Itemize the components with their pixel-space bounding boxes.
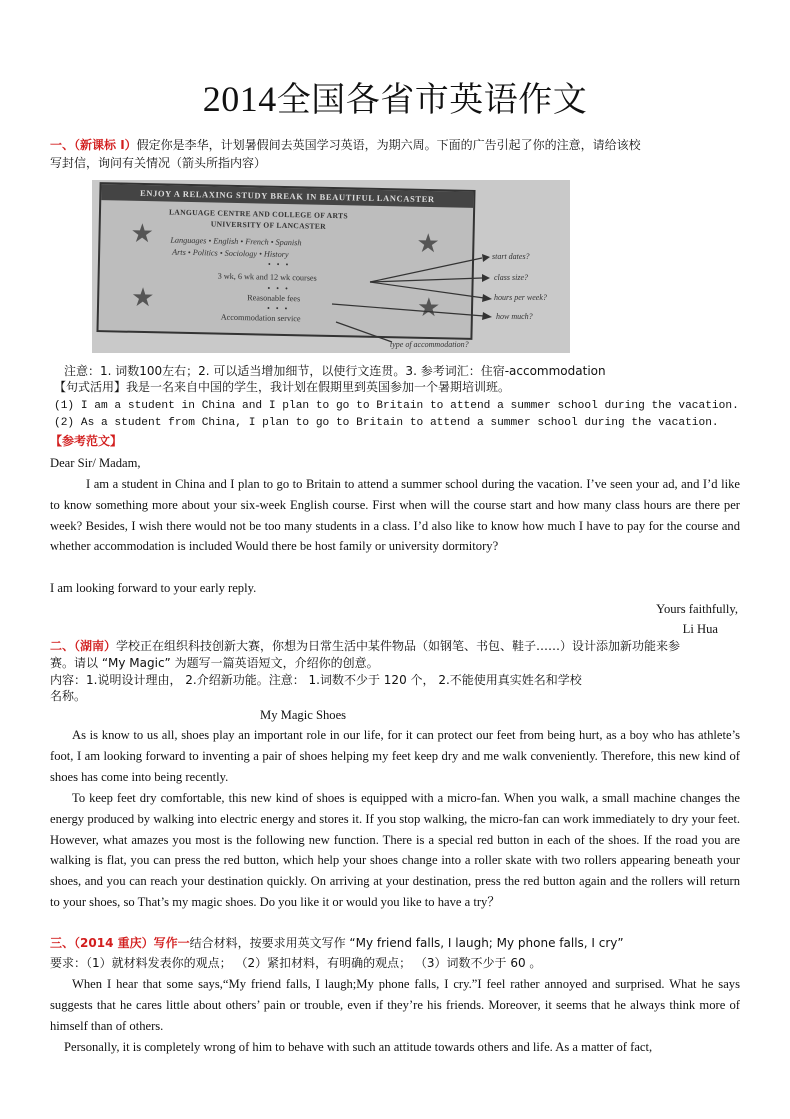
letter-closing: I am looking forward to your early reply. xyxy=(50,581,257,595)
letter-signature: Li Hua xyxy=(682,622,718,636)
ad-question-class: class size? xyxy=(494,273,528,282)
section1-prompt-line1 xyxy=(50,137,740,153)
title-year: 2014 xyxy=(202,79,277,119)
ad-org1: LANGUAGE CENTRE AND COLLEGE OF ARTS xyxy=(168,207,349,221)
ad-header: ENJOY A RELAXING STUDY BREAK IN BEAUTIFUL LANCASTER xyxy=(101,184,473,208)
ad-question-type: type of accommodation? xyxy=(390,340,469,349)
section2-number: 二、 xyxy=(50,639,75,653)
pattern-line xyxy=(54,379,744,395)
section2-prompt-text: 学校正在组织科技创新大赛，你想为日常生活中某件物品（如钢笔、书包、鞋子……）设计添加新功能来参 xyxy=(116,639,681,653)
page-title xyxy=(0,72,790,121)
section3-prompt-line1 xyxy=(50,935,740,951)
section1-prompt-line2: 写封信，询问有关情况（箭头所指内容） xyxy=(50,156,267,170)
section3-tag: （2014 重庆）写作一 xyxy=(74,936,190,950)
essay-title: My Magic Shoes xyxy=(260,708,347,722)
pattern-sentence-2: (2) As a student from China, I plan to go to Britain to attend a summer school during the vacation. xyxy=(54,417,719,429)
letter-sign-off: Yours faithfully, xyxy=(656,602,738,616)
section2-content-line1: 内容：1.说明设计理由， 2.介绍新功能。注意： 1.词数不少于 120 个， 2.不能使用真实姓名和学校 xyxy=(50,673,582,687)
section1-notes: 注意：1. 词数100左右；2. 可以适当增加细节，以使行文连贯。3. 参考词汇：住宿-accommodation xyxy=(64,364,606,378)
advertisement-image xyxy=(92,180,570,353)
section2-prompt-line2: 赛。请以 “My Magic” 为题写一篇英语短文，介绍你的创意。 xyxy=(50,656,379,670)
letter-greeting: Dear Sir/ Madam, xyxy=(50,456,141,470)
star-icon: ★ xyxy=(130,218,155,249)
section3-prompt-text: 结合材料，按要求用英文写作 “My friend falls, I laugh; My phone falls, I cry” xyxy=(189,936,624,950)
ad-dots-3: • • • xyxy=(266,303,290,314)
section2-tag: （湖南） xyxy=(74,639,117,653)
section3-number: 三、 xyxy=(50,936,75,950)
ad-question-start: start dates? xyxy=(492,252,530,261)
section1-tag: （新课标 I） xyxy=(74,138,137,152)
ad-courses: 3 wk, 6 wk and 12 wk courses xyxy=(217,271,317,283)
ad-accommodation: Accommodation service xyxy=(220,312,301,324)
section2-paragraph-2: To keep feet dry comfortable, this new kind of shoes is equipped with a micro-fan. When you walk, a small machine changes the energy produced by walking into electric energy and stores it. If you stop walking, the micro-fan can work immediately to dry your feet. However, what amazes you most is the following new function. There is a special red button in each of the shoes. If the road you are walking is flat, you can press the red button, which help your shoes change into a roller skate with two rollers appearing beneath your shoes, and you can reach your destination quickly. On arriving at your destination, press the red button again and the rollers will return to your shoes, so That’s my magic shoes. Do you like it or would you like to have a try？ xyxy=(50,791,740,909)
ad-arrows xyxy=(92,180,570,353)
section2-paragraph-1: As is know to us all, shoes play an important role in our life, for it can protect our feet from being hurt, as a boy who has athlete’s foot, I am looking forward to inventing a pair of shoes helping my feet keep dry and me walk conveniently. Therefore, this new kind of shoes has come into being recently. xyxy=(50,728,740,784)
ad-dots-2: • • • xyxy=(267,283,290,294)
star-icon: ★ xyxy=(416,292,441,323)
ad-arts: Arts • Politics • Sociology • History xyxy=(172,247,289,260)
pattern-label: 【句式活用】 xyxy=(54,380,127,394)
title-text: 全国各省市英语作文 xyxy=(276,80,588,120)
section2-prompt-line1 xyxy=(50,638,740,654)
star-icon: ★ xyxy=(130,282,155,313)
ad-question-hours: hours per week? xyxy=(494,293,547,302)
ad-question-much: how much? xyxy=(496,312,533,321)
ad-fees: Reasonable fees xyxy=(247,293,301,304)
section1-number: 一、 xyxy=(50,138,75,152)
ad-languages: Languages • English • French • Spanish xyxy=(170,235,302,248)
reference-label: 【参考范文】 xyxy=(50,434,123,448)
section3-paragraph-1: When I hear that some says,“My friend falls, I laugh;My phone falls, I cry.”I feel rather annoyed and surprised. What he says suggests that he cares little about others’ pain or trouble, even if they’re his friends. Moreover, it seems that he always think more of himself than of others. xyxy=(50,977,740,1033)
section2-content-line2: 名称。 xyxy=(50,689,87,703)
star-icon: ★ xyxy=(416,228,441,259)
ad-org2: UNIVERSITY OF LANCASTER xyxy=(210,219,327,231)
letter-body: I am a student in China and I plan to go to Britain to attend a summer school during the vacation. I’ve seen your ad, and I’d like to know something more about your six-week English course. First when will the course start and how many class hours are there per week? Besides, I wish there would not be too many students in a class. I’d also like to know how much I have to pay for the course and whether accommodation is included Would there be host family or university dormitory? xyxy=(50,477,740,554)
pattern-text: 我是一名来自中国的学生，我计划在假期里到英国参加一个暑期培训班。 xyxy=(126,380,511,394)
section3-paragraph-2: Personally, it is completely wrong of him to behave with such an attitude towards others and life. As a matter of fact, xyxy=(64,1040,653,1054)
ad-dots-1: • • • xyxy=(267,259,291,270)
section3-requirements: 要求：（1）就材料发表你的观点； （2）紧扣材料，有明确的观点； （3）词数不少于 60 。 xyxy=(50,956,542,970)
pattern-sentence-1: (1) I am a student in China and I plan to go to Britain to attend a summer school during the vacation. xyxy=(54,400,739,412)
section1-prompt-text: 假定你是李华，计划暑假间去英国学习英语，为期六周。下面的广告引起了你的注意，请给该校 xyxy=(136,138,641,152)
